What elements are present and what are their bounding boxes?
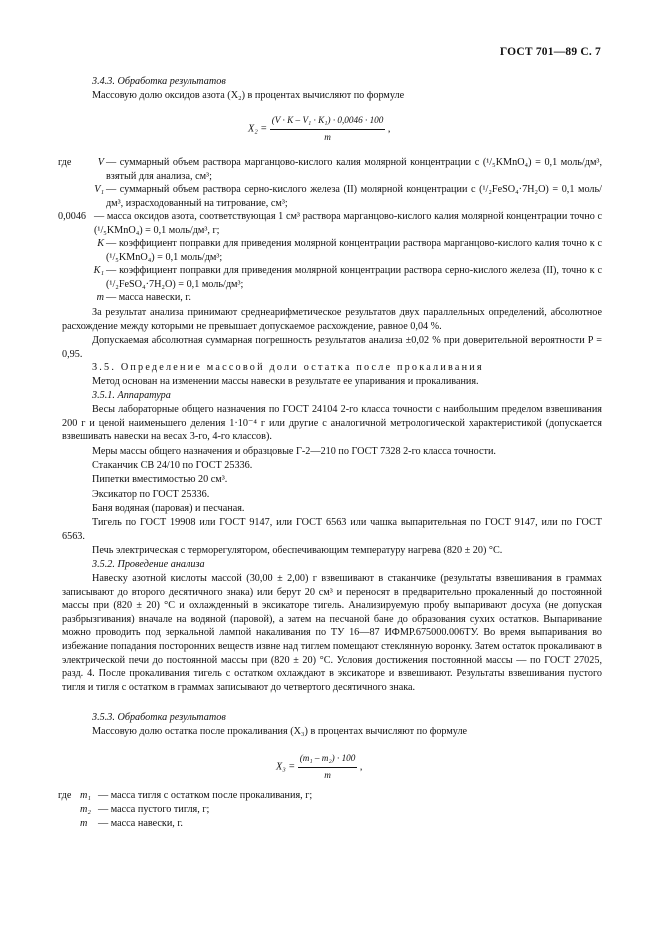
formula-x2-lhs: X₂ =	[248, 123, 268, 135]
section-3-5-title: 3.5. Определение массовой доли остатка после прокаливания	[92, 362, 484, 373]
apparatus-item: Меры массы общего назначения и образцовые Г-2—210 по ГОСТ 7328 2-го класса точности.	[92, 446, 496, 457]
formula-x3-fraction	[298, 752, 358, 782]
def-text: — суммарный объем раствора марганцово-кислого калия молярной концентрации c (¹/₅KMnO₄) = 0,1 моль/дм³, взятый для анализа, см³;	[106, 157, 602, 182]
apparatus-item: Баня водяная (паровая) и песчаная.	[92, 503, 245, 514]
def-row	[62, 183, 602, 211]
def-term: K	[97, 238, 104, 249]
apparatus-item: Эксикатор по ГОСТ 25336.	[92, 489, 210, 500]
formula-x2-tail: ,	[387, 123, 391, 135]
def-row	[58, 210, 602, 238]
formula-x2	[248, 114, 390, 144]
section-3-5-3-title: 3.5.3. Обработка результатов	[92, 712, 226, 723]
def-text: — масса пустого тигля, г;	[98, 804, 210, 815]
section-3-5-2-title: 3.5.2. Проведение анализа	[92, 559, 205, 570]
formula-x2-fraction	[270, 114, 386, 144]
def-term: V	[97, 157, 104, 168]
def-term: m₁	[80, 790, 91, 801]
def-row	[58, 789, 602, 803]
page-header: ГОСТ 701—89 С. 7	[499, 46, 601, 58]
formula-x3-denominator: m	[324, 769, 331, 780]
formula-x2-denominator: m	[324, 131, 331, 142]
formula-x3-tail: ,	[359, 761, 363, 773]
def-text: — масса тигля с остатком после прокаливания, г;	[98, 790, 313, 801]
result-paragraph: За результат анализа принимают среднеарифметическое результатов двух параллельных определений, абсолютное расхождение между которыми не превышает допускаемое расхождение, равное 0,04 %.	[62, 307, 602, 332]
def-term: m	[80, 818, 88, 829]
def-row	[62, 817, 602, 831]
def-row	[62, 264, 602, 292]
section-3-5-1-title: 3.5.1. Аппаратура	[92, 390, 171, 401]
def-text: — масса навески, г.	[106, 292, 191, 303]
def-text: — коэффициент поправки для приведения молярной концентрации раствора серно-кислого железа (II), точно к c (¹/₂FeSO₄·7H₂O) = 0,1 моль/дм³;	[106, 265, 602, 290]
def-prefix: где	[58, 790, 72, 801]
formula-x3-numerator: (m₁ – m₂) · 100	[298, 752, 358, 768]
section-3-5-method: Метод основан на изменении массы навески в результате ее упаривания и прокаливания.	[92, 376, 479, 387]
error-paragraph: Допускаемая абсолютная суммарная погрешность результатов анализа ±0,02 % при доверительной вероятности P = 0,95.	[62, 335, 602, 360]
section-3-5-2-text: Навеску азотной кислоты массой (30,00 ± 2,00) г взвешивают в стаканчике (результаты взвешивания в граммах записывают до второго десятичного знака) или берут 20 см³ и переносят в предварительно прокаленный до постоянной массы при (820 ± 20) °C и охлажденный в эксикаторе тигель. Анализируемую пробу выпаривают досуха (не допуская разбрызгивания) вначале на водяной (паровой), а затем на песчаной бане до образования сухих остатков. Выпаривание можно проводить под зеркальной лампой накаливания по ТУ 16—87 ИФМР.675000.006ТУ. Во время выпаривания во избежание попадания посторонних веществ извне над тиглем помещают стеклянную воронку. Затем остаток прокаливают в электрической печи до постоянной массы при (820 ± 20) °C. Условия достижения постоянной массы — по ГОСТ 27025, разд. 4. После прокаливания тигель с остатком охлаждают в эксикаторе и взвешивают. Результаты взвешивания пустого тигля и тигля с остатком в граммах записывают до четвертого десятичного знака.	[62, 573, 602, 693]
def-row	[58, 156, 602, 184]
def-text: — коэффициент поправки для приведения молярной концентрации раствора марганцово-кислого калия точно к c (¹/₅KMnO₄) = 0,1 моль/дм³;	[106, 238, 602, 263]
def-term: V₁	[94, 184, 104, 195]
section-3-4-3-intro: Массовую долю оксидов азота (X₂) в процентах вычисляют по формуле	[92, 90, 405, 101]
def-text: — масса навески, г.	[98, 818, 183, 829]
section-3-4-3-title: 3.4.3. Обработка результатов	[92, 76, 226, 87]
apparatus-item: Пипетки вместимостью 20 см³.	[92, 474, 228, 485]
def-term: 0,0046	[58, 211, 87, 222]
formula-x2-numerator: (V · K – V₁ · K₁) · 0,0046 · 100	[270, 114, 386, 130]
def-prefix: где	[58, 157, 72, 168]
def-row	[62, 803, 602, 817]
def-term: K₁	[93, 265, 104, 276]
apparatus-item: Весы лабораторные общего назначения по ГОСТ 24104 2-го класса точности с наибольшим пределом взвешивания 200 г и ценой наименьшего деления 1·10⁻⁴ г или другие с аналогичной метрологической характеристикой (допускается взвешивать навески на весах 3-го, 4-го классов).	[62, 404, 602, 443]
apparatus-item: Печь электрическая с терморегулятором, обеспечивающим температуру нагрева (820 ± 20) °C.	[92, 545, 503, 556]
def-row	[62, 237, 602, 265]
def-term: m₂	[80, 804, 91, 815]
def-row	[62, 291, 602, 305]
apparatus-item: Стаканчик СВ 24/10 по ГОСТ 25336.	[92, 460, 253, 471]
def-text: — суммарный объем раствора серно-кислого железа (II) молярной концентрации c (¹/₂FeSO₄·7H₂O) = 0,1 моль/дм³, израсходованный на титрование, см³;	[106, 184, 602, 209]
formula-x3-lhs: X₃ =	[276, 761, 296, 773]
apparatus-item: Тигель по ГОСТ 19908 или ГОСТ 9147, или ГОСТ 6563 или чашка выпарительная по ГОСТ 9147, или по ГОСТ 6563.	[62, 517, 602, 542]
section-3-5-3-intro: Массовую долю остатка после прокаливания (X₃) в процентах вычисляют по формуле	[92, 726, 468, 737]
def-term: m	[96, 292, 104, 303]
formula-x3	[276, 752, 362, 782]
def-text: — масса оксидов азота, соответствующая 1 см³ раствора марганцово-кислого калия молярной концентрации точно c (¹/₅KMnO₄) = 0,1 моль/дм³, г;	[94, 211, 602, 236]
